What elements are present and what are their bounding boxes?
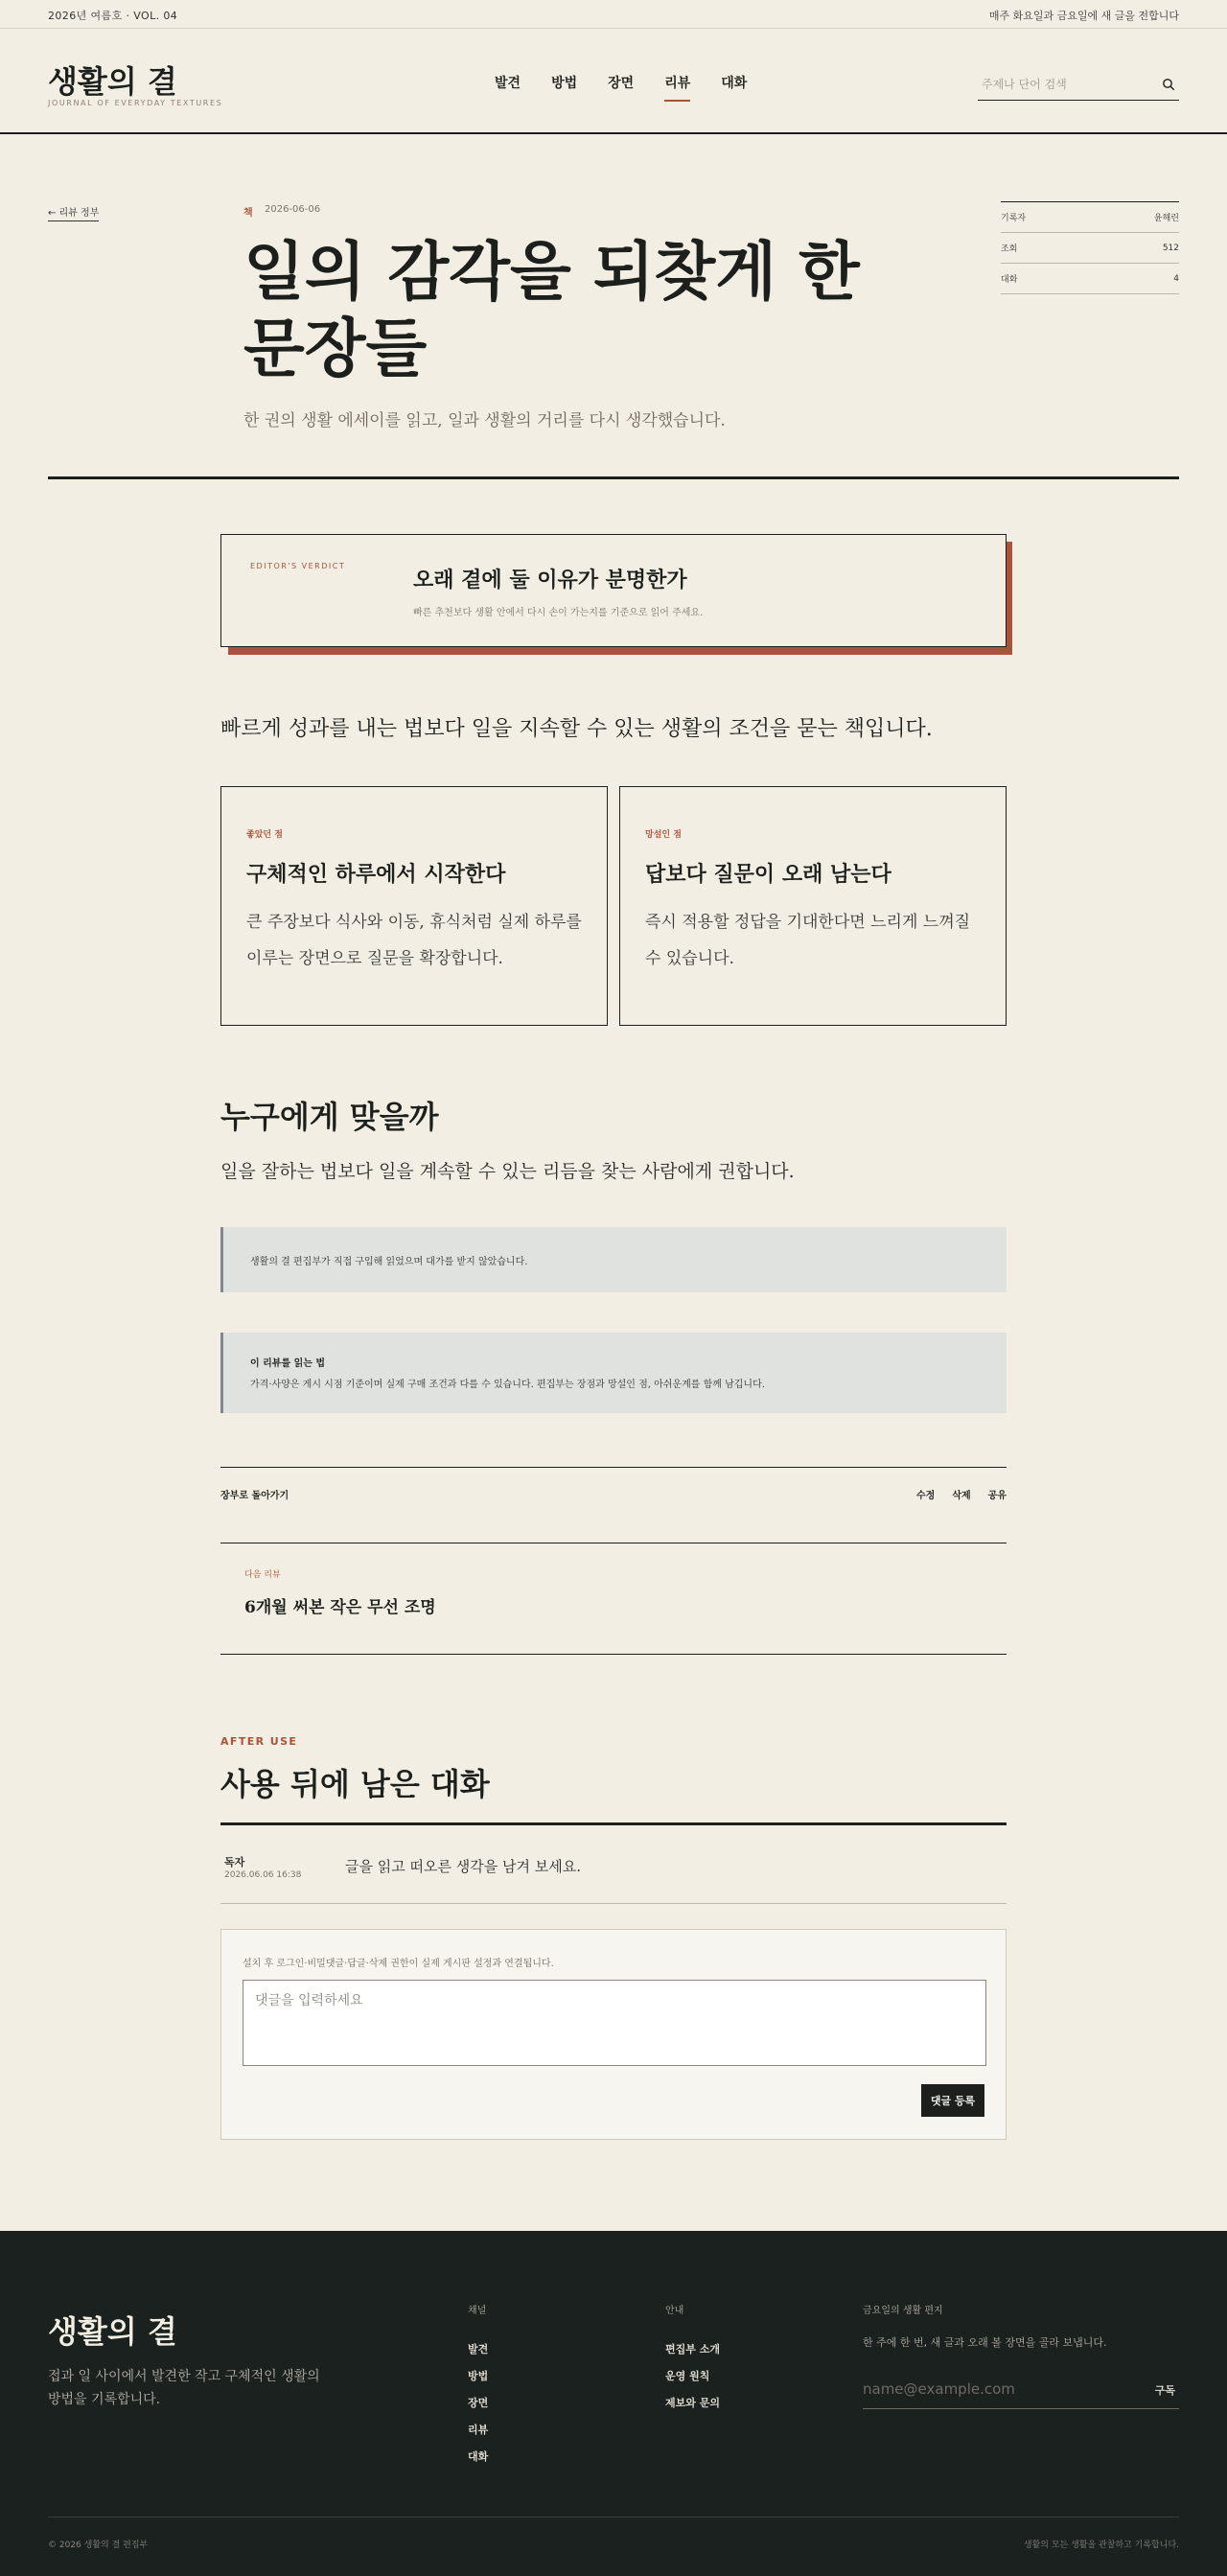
search-box (978, 71, 1179, 101)
action-buttons (916, 1487, 1007, 1501)
stat-value: 4 (1173, 273, 1179, 284)
newsletter-description: 한 주에 한 번, 새 글과 오래 볼 장면을 골라 보냅니다. (863, 2336, 1107, 2349)
comment-textarea[interactable] (243, 1980, 986, 2066)
search-icon[interactable] (1162, 78, 1175, 91)
copyright: © 2026 생활의 결 편집부 (48, 2541, 149, 2550)
verdict-eyebrow: EDITOR'S VERDICT (250, 562, 346, 570)
footer-link[interactable]: 제보와 문의 (665, 2397, 720, 2409)
stat-row (1001, 233, 1179, 264)
comment-author: 독자 (224, 1856, 245, 1868)
site-header (0, 29, 1227, 134)
footer-tagline: 생활의 모든 생활을 관찰하고 기록합니다. (1023, 2541, 1179, 2550)
footer-link[interactable]: 방법 (468, 2370, 489, 2382)
article-actions (220, 1467, 1007, 1543)
newsletter-email-input[interactable] (863, 2373, 1122, 2405)
footer-divider (48, 2517, 1179, 2518)
verdict-headline: 오래 곁에 둘 이유가 분명한가 (413, 568, 687, 592)
next-review-link[interactable] (220, 1543, 1007, 1655)
fit-body: 일을 잘하는 법보다 일을 계속할 수 있는 리듬을 찾는 사람에게 권합니다. (220, 1161, 795, 1182)
category-badge: 책 (243, 208, 253, 219)
footer-description: 접과 일 사이에서 발견한 작고 구체적인 생활의 방법을 기록합니다. (48, 2369, 320, 2407)
editor-verdict-box (220, 534, 1007, 647)
pros-card (220, 786, 608, 1026)
edit-button[interactable]: 수정 (916, 1491, 936, 1501)
page-title: 일의 감각을 되찾게 한 문장들 (243, 234, 860, 385)
search-input[interactable] (978, 71, 1150, 98)
subscribe-button[interactable]: 구독 (1154, 2384, 1175, 2397)
card-label: 망설인 점 (645, 830, 682, 840)
site-tagline: JOURNAL OF EVERYDAY TEXTURES (48, 99, 223, 107)
nav-method[interactable]: 방법 (551, 76, 578, 91)
footer-link[interactable]: 장면 (468, 2397, 489, 2409)
article-stats (1001, 201, 1179, 294)
comment-form-info: 설치 후 로그인·비밀댓글·답글·삭제 권한이 실제 게시판 설정과 연결됩니다. (243, 1959, 554, 1969)
comments-eyebrow: AFTER USE (220, 1735, 298, 1748)
fit-heading: 누구에게 맞을까 (220, 1099, 439, 1135)
stat-label: 기록자 (1001, 214, 1027, 223)
footer-logo[interactable]: 생활의 결 (48, 2313, 177, 2350)
card-label: 좋았던 점 (246, 830, 283, 840)
disclosure-text: 생활의 결 편집부가 직접 구입해 읽었으며 대가를 받지 않았습니다. (250, 1257, 528, 1267)
footer-channels (468, 2302, 488, 2475)
card-body: 즉시 적용할 정답을 기대한다면 느리게 느껴질 수 있습니다. (645, 913, 971, 968)
nav-scene[interactable]: 장면 (608, 76, 635, 91)
lead-paragraph: 빠르게 성과를 내는 법보다 일을 지속할 수 있는 생활의 조건을 묻는 책입니다. (220, 717, 933, 741)
card-body: 큰 주장보다 식사와 이동, 휴식처럼 실제 하루를 이루는 장면으로 질문을 확장합니다. (246, 913, 582, 968)
nav-discover[interactable]: 발견 (495, 76, 521, 91)
issue-label: 2026년 여름호 · VOL. 04 (48, 10, 178, 22)
back-to-list-link[interactable]: 장부로 돌아가기 (220, 1491, 289, 1501)
newsletter-form (863, 2373, 1179, 2409)
header-divider (48, 476, 1179, 479)
footer-link[interactable]: 운영 원칙 (665, 2370, 710, 2382)
footer-col-title: 채널 (468, 2306, 487, 2316)
stat-value: 512 (1162, 243, 1179, 253)
disclosure-notice (220, 1227, 1007, 1292)
site-footer (0, 2231, 1227, 2576)
nav-review[interactable]: 리뷰 (664, 73, 690, 102)
stat-value: 윤해린 (1153, 214, 1179, 223)
comment-item (220, 1825, 1007, 1904)
publish-date: 2026-06-06 (265, 204, 321, 215)
footer-col-title: 안내 (665, 2306, 684, 2316)
newsletter-title: 금요일의 생활 편지 (863, 2306, 943, 2316)
footer-link[interactable]: 발견 (468, 2343, 489, 2356)
schedule-note: 매주 화요일과 금요일에 새 글을 전합니다 (988, 10, 1179, 22)
comment-form (220, 1929, 1007, 2140)
guide-title: 이 리뷰를 읽는 법 (250, 1358, 326, 1369)
nav-talk[interactable]: 대화 (721, 76, 748, 91)
delete-button[interactable]: 삭제 (952, 1491, 971, 1501)
comment-timestamp: 2026.06.06 16:38 (224, 1870, 302, 1880)
next-title[interactable]: 6개월 써본 작은 무선 조명 (244, 1598, 436, 1617)
footer-link[interactable]: 편집부 소개 (665, 2343, 720, 2356)
top-strip (0, 0, 1227, 29)
card-heading: 구체적인 하루에서 시작한다 (246, 862, 506, 887)
reading-guide-notice (220, 1333, 1007, 1413)
submit-comment-button[interactable]: 댓글 등록 (921, 2084, 984, 2117)
stat-label: 조회 (1001, 244, 1018, 254)
comment-body: 글을 읽고 떠오른 생각을 남겨 보세요. (345, 1858, 581, 1875)
next-label: 다음 리뷰 (244, 1570, 281, 1580)
verdict-note: 빠른 추천보다 생활 안에서 다시 손이 가는지를 기준으로 읽어 주세요. (413, 608, 704, 618)
stat-label: 대화 (1001, 275, 1018, 285)
cons-card (619, 786, 1007, 1026)
stat-row (1001, 264, 1179, 294)
main-nav (495, 73, 747, 102)
stat-row (1001, 202, 1179, 233)
card-heading: 답보다 질문이 오래 남는다 (645, 862, 891, 887)
footer-info (665, 2302, 720, 2422)
guide-body: 가격·사양은 게시 시점 기준이며 실제 구매 조건과 다를 수 있습니다. 편집부는 장점과 망설인 점, 아쉬운계를 함께 남깁니다. (250, 1380, 765, 1390)
back-to-reviews-link[interactable]: ← 리뷰 정부 (48, 204, 99, 221)
comments-heading: 사용 뒤에 남은 대화 (220, 1766, 490, 1802)
site-logo[interactable]: 생활의 결 (48, 63, 177, 100)
page-subtitle: 한 권의 생활 에세이를 읽고, 일과 생활의 거리를 다시 생각했습니다. (243, 411, 726, 430)
footer-link[interactable]: 대화 (468, 2450, 489, 2463)
share-button[interactable]: 공유 (987, 1491, 1007, 1501)
footer-link[interactable]: 리뷰 (468, 2424, 489, 2436)
